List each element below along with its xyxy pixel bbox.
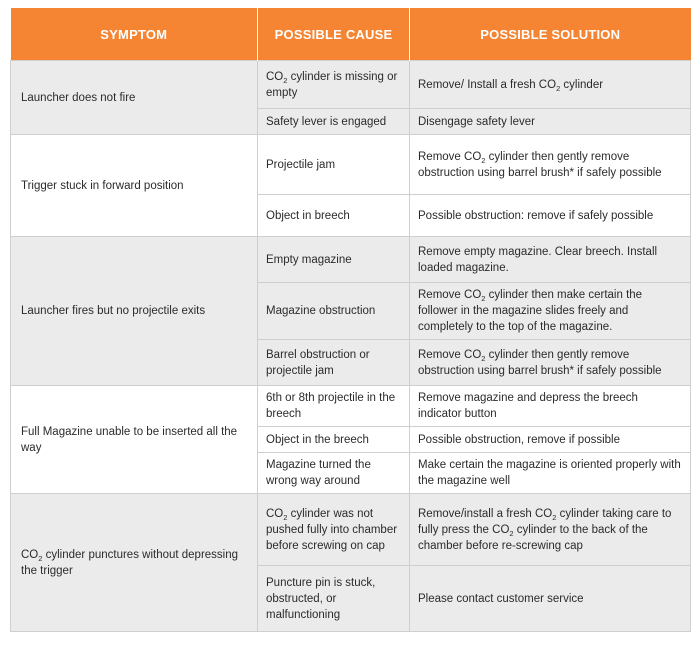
header-row: [11, 8, 691, 61]
table-row: [11, 135, 691, 195]
table-header: [11, 8, 691, 61]
cause-cell: Object in the breech: [258, 427, 410, 453]
table-row: [11, 237, 691, 283]
cause-cell: Magazine obstruction: [258, 283, 410, 340]
cause-cell: $CO_2$ cylinder is missing or empty: [258, 61, 410, 109]
cause-cell: Projectile jam: [258, 135, 410, 195]
symptom-cell: Launcher does not fire: [11, 61, 258, 135]
cause-cell: Safety lever is engaged: [258, 109, 410, 135]
table-row: [11, 494, 691, 566]
solution-cell: Remove $CO_2$ cylinder then gently remove obstruction using barrel brush* if safely possible: [410, 135, 691, 195]
header-possible-cause: POSSIBLE CAUSE: [258, 8, 410, 61]
cause-cell: 6th or 8th projectile in the breech: [258, 386, 410, 427]
troubleshooting-table: [10, 8, 691, 632]
table-row: [11, 386, 691, 427]
solution-cell: Possible obstruction: remove if safely possible: [410, 195, 691, 237]
cause-cell: Empty magazine: [258, 237, 410, 283]
table-body: [11, 61, 691, 632]
solution-cell: Remove $CO_2$ cylinder then gently remove obstruction using barrel brush* if safely possible: [410, 340, 691, 386]
solution-cell: Disengage safety lever: [410, 109, 691, 135]
solution-cell: Remove/install a fresh $CO_2$ cylinder taking care to fully press the $CO_2$ cylinder to the back of the chamber before re-screwing cap: [410, 494, 691, 566]
cause-cell: Object in breech: [258, 195, 410, 237]
symptom-cell: Full Magazine unable to be inserted all the way: [11, 386, 258, 494]
symptom-cell: Launcher fires but no projectile exits: [11, 237, 258, 386]
solution-cell: Please contact customer service: [410, 566, 691, 632]
solution-cell: Make certain the magazine is oriented properly with the magazine well: [410, 453, 691, 494]
solution-cell: Remove/ Install a fresh $CO_2$ cylinder: [410, 61, 691, 109]
solution-cell: Remove magazine and depress the breech indicator button: [410, 386, 691, 427]
solution-cell: Possible obstruction, remove if possible: [410, 427, 691, 453]
solution-cell: Remove empty magazine. Clear breech. Install loaded magazine.: [410, 237, 691, 283]
cause-cell: Magazine turned the wrong way around: [258, 453, 410, 494]
symptom-cell: Trigger stuck in forward position: [11, 135, 258, 237]
cause-cell: Barrel obstruction or projectile jam: [258, 340, 410, 386]
header-symptom: SYMPTOM: [11, 8, 258, 61]
header-possible-solution: POSSIBLE SOLUTION: [410, 8, 691, 61]
symptom-cell: $CO_2$ cylinder punctures without depressing the trigger: [11, 494, 258, 632]
solution-cell: Remove $CO_2$ cylinder then make certain the follower in the magazine slides freely and completely to the top of the magazine.: [410, 283, 691, 340]
cause-cell: Puncture pin is stuck, obstructed, or malfunctioning: [258, 566, 410, 632]
troubleshooting-table-container: [10, 8, 690, 632]
table-row: [11, 61, 691, 109]
cause-cell: $CO_2$ cylinder was not pushed fully into chamber before screwing on cap: [258, 494, 410, 566]
